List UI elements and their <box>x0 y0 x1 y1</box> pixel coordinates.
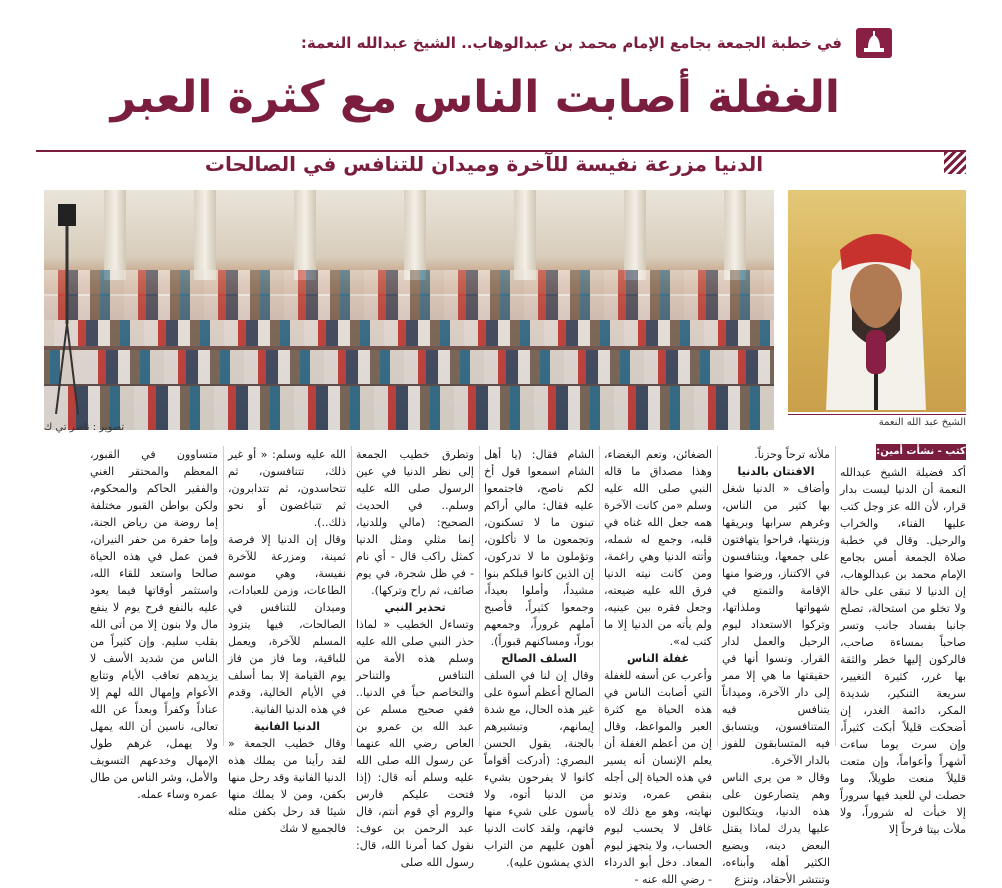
column-divider <box>223 446 224 746</box>
text-column-3 <box>604 446 712 886</box>
paragraph: وأضاف « الدنيا شغل بها كثير من الناس، وغرهم سرابها وبريقها وزينتها، فراحوا يتهافتون على جمعها، ويتنافسون في الاكتناز، ورضوا منها الإقامة والتمتع في شهواتها وملذاتها، وتركوا الاستعداد ليوم الرحيل والعمل لدار القرار. ونسوا أنها في حقيقتها ما هي إلا ممر إلى دار الآخرة، وميداناً يتنافس فيه المتنافسون، ويتسابق فيه المتسابقون للفوز بالدار الآخرة. <box>722 482 830 767</box>
article-headline: الغفلة أصابت الناس مع كثرة العبر <box>110 72 840 123</box>
text-column-4 <box>484 446 594 869</box>
text-column-1 <box>840 464 966 836</box>
article-subhead: الدنيا مزرعة نفيسة للآخرة وميدان للتنافس في الصالحات <box>204 152 764 176</box>
sheikh-photo-caption: الشيخ عبد الله النعمة <box>788 414 966 428</box>
column-divider <box>835 446 836 746</box>
byline-tag: كتب - نشأت أمين: <box>876 444 966 460</box>
section-subtitle: الدنيا الفانية <box>253 720 321 733</box>
section-logo-icon <box>856 28 892 58</box>
section-subtitle: الافتتان بالدنيا <box>737 465 815 478</box>
paragraph: الشام فقال: (يا أهل الشام اسمعوا قول أخ لكم ناصح، فاجتمعوا عليه فقال: مالي أراكم تبنون ما لا تسكنون، وتجمعون ما لا تأكلون، وتؤملون ما لا تدركون، إن الذين كانوا قبلكم بنوا مشيداً، وأملوا بعيداً، وجمعوا كثيراً، فأصبح أملهم غروراً، وجمعهم بوراً، ومساكنهم قبوراً). <box>484 448 594 648</box>
sheikh-photo <box>788 190 966 412</box>
paragraph: متساوون في القبور، المعظم والمحتقر الغني والفقير الحاكم والمحكوم، ولكن بواطن القبور مختلفة إما روضة من رياض الجنة، وإما حفرة من حفر النيران، فمن عمل في هذه الحياة صالحا واستعد للقاء الله، واستثمر أوقاتها فيما يعود عليه بالنفع فرح يوم لا ينفع مال ولا بنون إلا من أتى الله بقلب سليم. وإن كثيراً من الناس من شديد الأسف لا يزيدهم تعاقب الأيام وتتابع الأعوام وإمهال الله لهم إلا عناداً وكفراً وبعداً عن الله تعالى، ناسين أن الله يمهل ولا يهمل، غرهم طول الإمهال وخدعهم التسويف والأمل، وشر الناس من طال عمره وساء عمله. <box>90 448 218 801</box>
paragraph: وتساءل الخطيب « لماذا حذر النبي صلى الله عليه وسلم هذه الأمة من التنافس والتناحر والتخاصم حباً في الدنيا.. ففي صحيح مسلم عن عبد الله بن عمرو بن العاص رضي الله عنهما عن رسول الله صلى الله عليه وسلم أنه قال: (إذا فتحت عليكم فارس والروم أي قوم أنتم، قال عبد الرحمن بن عوف: نقول كما أمرنا الله، قال: رسول الله صلى <box>356 618 474 869</box>
paragraph: وقال إن الدنيا إلا فرصة ثمينة، ومزرعة للآخرة نفيسة، وهي موسم الطاعات، وزمن للعبادات، وميدان للتنافس في الصالحات، فيها يتزود المسلم للآخرة، ويعمل للباقية، وما فاز من فاز يوم القيامة إلا بما أسلف في الأيام الخالية، وقدم في هذه الدنيا الفانية. <box>228 533 346 716</box>
paragraph: وقال « من يرى الناس وهم يتصارعون على هذه الدنيا، ويتكالبون عليها يدرك لماذا يقتل البعض دينه، ويضيع الكثير أهله وأبناءه، وتنتشر الأحقاد، وتنزع <box>722 771 830 886</box>
column-divider <box>717 446 718 746</box>
paragraph: ملأته ترحاً وحزناً. <box>754 448 830 461</box>
subhead-marker-icon <box>944 152 966 174</box>
text-column-2 <box>722 446 830 886</box>
paragraph: وقال إن لنا في السلف الصالح أعظم أسوة على غير هذه الحال، مع شدة إيمانهم، وتبشيرهم بالجنة، يقول الحسن البصري: (أدركت أقواماً كانوا لا يفرحون بشيء من الدنيا أتوه، ولا يأسون على شيء منها فاتهم، ولقد كانت الدنيا أهون عليهم من التراب الذي يمشون عليه). <box>484 669 594 869</box>
article-kicker: في خطبة الجمعة بجامع الإمام محمد بن عبدالوهاب.. الشيخ عبدالله النعمة: <box>300 34 842 52</box>
paragraph: الله عليه وسلم: « أو غير ذلك، تتنافسون، ثم تتحاسدون، ثم تتدابرون، ثم تتباغضون أو نحو ذلك..). <box>228 448 346 529</box>
paragraph: الضغائن، وتعم البغضاء، وهذا مصداق ما قاله النبي صلى الله عليه وسلم «من كانت الآخرة همه جعل الله غناه في قلبه، وجمع له شمله، وأتته الدنيا وهي راغمة، ومن كانت نيته الدنيا فرق الله عليه ضيعته، وجعل فقره بين عينيه، ولم يأته من الدنيا إلا ما كتب له». <box>604 448 712 648</box>
main-photo <box>44 190 774 430</box>
column-divider <box>351 446 352 746</box>
column-divider <box>599 446 600 746</box>
paragraph: أكد فضيلة الشيخ عبدالله النعمة أن الدنيا ليست بدار قرار، لأن الله عز وجل كتب عليها الفناء، والخراب والرحيل. وقال في خطبة صلاة الجمعة أمس بجامع الإمام محمد بن عبدالوهاب، إن الدنيا لا تبقى على حالة ولا تخلو من استحالة، تصلح جانبا بفساد جانب وتسر صاحباً بمساءة صاحب، فالركون إليها خطر والثقة بها غرر، كثيرة التغيير، سريعة التنكير، شديدة المكر، دائمة الغدر، إن أضحكت قليلاً أبكت كثيراً، وإن سرت يوما ساءت أشهراً وأعواماً، وإن متعت قليلاً منعت طويلاً، وما حصلت لي للعبد فيها سروراً إلا خبأت له شروراً، ولا ملأت بيتا فرحاً إلا <box>840 466 966 836</box>
text-column-6 <box>228 446 346 835</box>
camera-tripod-icon <box>54 204 80 414</box>
text-column-5 <box>356 446 474 869</box>
section-subtitle: تحذير النبي <box>384 601 446 614</box>
paragraph: وقال خطيب الجمعة « لقد رأينا من يملك هذه الدنيا الفانية وقد رحل منها بكفن، ومن لا يملك منها شيئا قد رحل بكفن مثله فالجميع لا شك <box>228 737 346 835</box>
section-subtitle: السلف الصالح <box>501 652 577 665</box>
paragraph: وتطرق خطيب الجمعة إلى نظر الدنيا في عين الرسول صلى الله عليه وسلم.. في الحديث الصحيح: (مالي وللدنيا، إنما مثلي ومثل الدنيا كمثل راكب قال - أي نام - في ظل شجرة، في يوم صائف، ثم راح وتركها). <box>356 448 474 597</box>
text-column-7 <box>90 446 218 801</box>
section-subtitle: غفلة الناس <box>626 652 690 665</box>
column-divider <box>479 446 480 746</box>
main-photo-credit: تصوير : ناصر تي ك <box>44 422 125 433</box>
paragraph: وأعرب عن أسفه للغفلة التي أصابت الناس في هذه الحياة مع كثرة العبر والمواعظ، وقال إن من أعظم الغفلة أن يعلم الإنسان أنه يسير في هذه الحياة إلى أجله بنقص عمره، وتدنو نهايته، وهو مع ذلك لاه غافل لا يحسب ليوم الحساب، ولا يتجهز ليوم المعاد. دخل أبو الدرداء - رضي الله عنه - <box>604 669 712 886</box>
